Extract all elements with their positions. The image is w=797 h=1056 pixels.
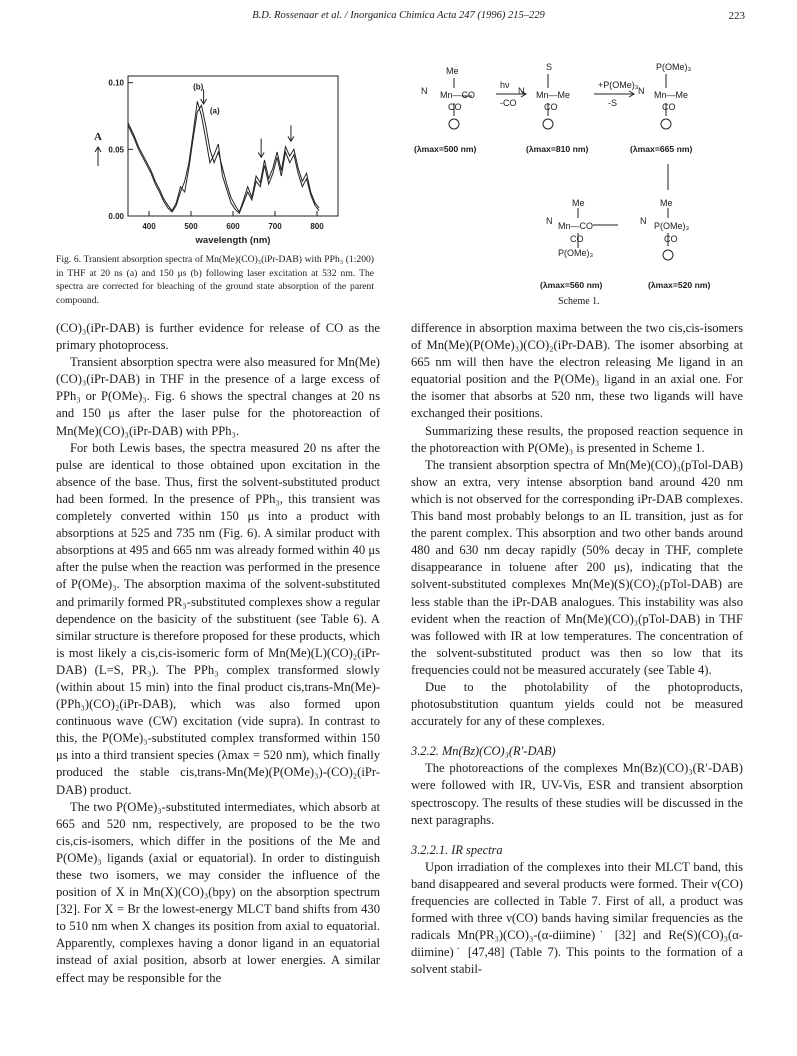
- right-p6: Upon irradiation of the complexes into their MLCT band, this band disappeared and several products were formed. Their ν(CO) frequencies are collected in Table 7. First of all, a product was formed with three ν(CO) bands having similar frequencies as the radicals Mn(PR₃)(CO)₃-(α-diimine)˙ [32] and Re(S)(CO)₃(α-diimine)˙ [47,48] (Table 7). This points to the formation of a solvent stabil-: [411, 859, 743, 977]
- scheme-pome3-eq: P(OMe)₃: [654, 221, 690, 231]
- chart-frame: [128, 76, 338, 216]
- scheme-pome3-axial: P(OMe)₃: [558, 248, 594, 258]
- x-axis-label: wavelength (nm): [195, 235, 271, 246]
- lambda-5: (λmax=520 nm): [648, 280, 711, 290]
- scheme-pome3-top: P(OMe)₃: [656, 62, 692, 72]
- scheme-s-label: S: [546, 62, 553, 72]
- page-number: 223: [728, 10, 745, 22]
- right-column: [411, 320, 743, 978]
- series-line-0: [128, 105, 319, 212]
- annotation-a: (a): [209, 106, 220, 116]
- right-p2: Summarizing these results, the proposed reaction sequence in the photoreaction with P(OMe)₃ is presented in Scheme 1.: [411, 423, 743, 455]
- running-title: B.D. Rossenaar et al. / Inorganica Chimica Acta 247 (1996) 215–229: [252, 10, 545, 21]
- y-tick-label: 0.10: [108, 78, 124, 88]
- x-tick-label: 500: [184, 222, 198, 231]
- y-tick-label: 0.05: [108, 145, 124, 155]
- left-column: [56, 320, 380, 987]
- arrow1-bottom: -CO: [500, 98, 517, 108]
- series-line-1: [128, 101, 319, 213]
- left-p2: Transient absorption spectra were also measured for Mn(Me)(CO)₃(iPr-DAB) in THF in the presence of a large excess of PPh₃ or P(OMe)₃. Fig. 6 shows the spectral changes at 20 ns and 150 μs after the laser pulse for the photoreaction of Mn(Me)(CO)₃(iPr-DAB) with PPh₃.: [56, 355, 380, 438]
- right-p5: The photoreactions of the complexes Mn(Bz)(CO)₃(R′-DAB) were followed with IR, UV-Vis, ESR and transient absorption spectroscopy. The results of these studies will be discussed in the next paragraphs.: [411, 761, 743, 827]
- arrow2-bottom: -S: [608, 98, 617, 108]
- section-heading-3-2-2: 3.2.2. Mn(Bz)(CO)₃(R′-DAB): [411, 744, 556, 759]
- right-p4: Due to the photolability of the photoproducts, photosubstitution quantum yields could not be measured accurately for any of these complexes.: [411, 679, 743, 729]
- left-p1: (CO)₃(iPr-DAB) is further evidence for release of CO as the primary photoprocess.: [56, 321, 380, 353]
- annotation-b: (b): [193, 82, 204, 92]
- lambda-1: (λmax=500 nm): [414, 144, 477, 154]
- scheme-1: Me S P(OMe)₃ N Mn—CO CO hν -CO N Mn—Me CO +P(OMe)₃ -S N Mn—Me CO (λmax=500 nm) (λmax=810 nm) (λmax=665 nm) Me Me N Mn—CO CO P(OMe)₃ N P(OMe)₃ CO (λmax=560 nm) (λmax=520 nm) Scheme 1.: [408, 58, 748, 313]
- x-tick-label: 400: [142, 222, 156, 231]
- x-tick-label: 600: [226, 222, 240, 231]
- x-tick-label: 800: [310, 222, 324, 231]
- scheme-me-1: Me: [446, 66, 459, 76]
- y-axis-label: A: [94, 131, 102, 143]
- lambda-3: (λmax=665 nm): [630, 144, 693, 154]
- figure-caption: Fig. 6. Transient absorption spectra of Mn(Me)(CO)₃(iPr-DAB) with PPh₃ (1:200) in THF at 20 ns (a) and 150 μs (b) following laser excitation at 532 nm. The spectra are corrected for bleaching of the ground state absorption of the parent compound.: [56, 254, 374, 306]
- section-heading-3-2-2-1: 3.2.2.1. IR spectra: [411, 842, 503, 857]
- left-p3: For both Lewis bases, the spectra measured 20 ns after the pulse are identical to those obtained upon excitation in the absence of the base. Thus, first the solvent-substituted product had been formed. In the presence of PPh₃, this transient was completely converted within 150 μs into a product with absorptions at 525 and 735 nm (Fig. 6). A similar product with absorptions at 495 and 665 nm was already formed within 40 μs after the pulse when the reaction was performed in the presence of P(OMe)₃. The absorption maxima of the solvent-substituted and primarily formed PR₃-substituted complexes show a regular dependence on the basicity of the substituent (see Table 6). A similar structure is therefore proposed for these products, which is most likely a cis,cis-isomeric form of Mn(Me)(L)(CO)₂(iPr-DAB) (L=S, PR₃). The PPh₃ complex transformed slowly (within about 15 min) into the final product cis,trans-Mn(Me)-(PPh₃)(CO)₂(iPr-DAB), which was also formed upon continuous wave (CW) excitation (vide supra). In contrast to this, the P(OMe)₃-substituted complex transformed within 150 μs into a third transient species (λmax = 520 nm), which finally produced the stable cis,trans-Mn(Me)(P(OMe)₃)-(CO)₂(iPr-DAB) product.: [56, 440, 380, 797]
- scheme-caption: Scheme 1.: [558, 296, 600, 307]
- lambda-2: (λmax=810 nm): [526, 144, 589, 154]
- scheme-me-5: Me: [660, 198, 673, 208]
- x-tick-label: 700: [268, 222, 282, 231]
- scheme-me-4: Me: [572, 198, 585, 208]
- arrow2-top: +P(OMe)₃: [598, 80, 639, 90]
- arrow1-top: hν: [500, 80, 510, 90]
- left-p4: The two P(OMe)₃-substituted intermediates, which absorb at 665 and 520 nm, respectively, are proposed to be the two cis,cis-isomers, which differ in the positions of the Me and P(OMe)₃ ligands (axial or equatorial). In order to distinguish these two isomers, we may consider the influence of the position of X in Mn(X)(CO)₃(bpy) on the absorption spectrum [32]. For X = Br the lowest-energy MLCT band shifts from 430 to 510 nm when X changes its position from axial to equatorial. Apparently, complexes having a donor ligand in an equatorial instead of axial position, absorb at lower energies. A similar effect may be responsible for the: [56, 799, 380, 985]
- right-p1: difference in absorption maxima between the two cis,cis-isomers of Mn(Me)(P(OMe)₃)(CO)₂(iPr-DAB). The isomer absorbing at 665 nm will then have the electron releasing Me ligand in an equatorial position and the P(OMe)₃ ligand in an axial one. For the isomer that absorbs at 520 nm, these two ligands will have exchanged their positions.: [411, 321, 743, 421]
- figure-6-chart: [66, 64, 366, 250]
- lambda-4: (λmax=560 nm): [540, 280, 603, 290]
- right-p3: The transient absorption spectra of Mn(Me)(CO)₃(pTol-DAB) show an extra, very intense absorption band around 420 nm which is not observed for the corresponding iPr-DAB complexes. This band most probably belongs to an IL transition, just as for the parent complex. This absorption and two other bands around 480 and 630 nm decay rapidly (50% decay in THF, complete disappearance in toluene after 200 μs), indicating that the solvent-substituted complexes Mn(Me)(S)(CO)₂(pTol-DAB) are less stable than the iPr-DAB analogues. This instability was also evident when the reaction of Mn(Me)(CO)₃(pTol-DAB) in THF was followed with IR at low temperatures. The concentration of the solvent-substituted product was then so low that its frequencies could not be measured accurately (see Table 4).: [411, 457, 743, 677]
- y-tick-label: 0.00: [108, 212, 124, 221]
